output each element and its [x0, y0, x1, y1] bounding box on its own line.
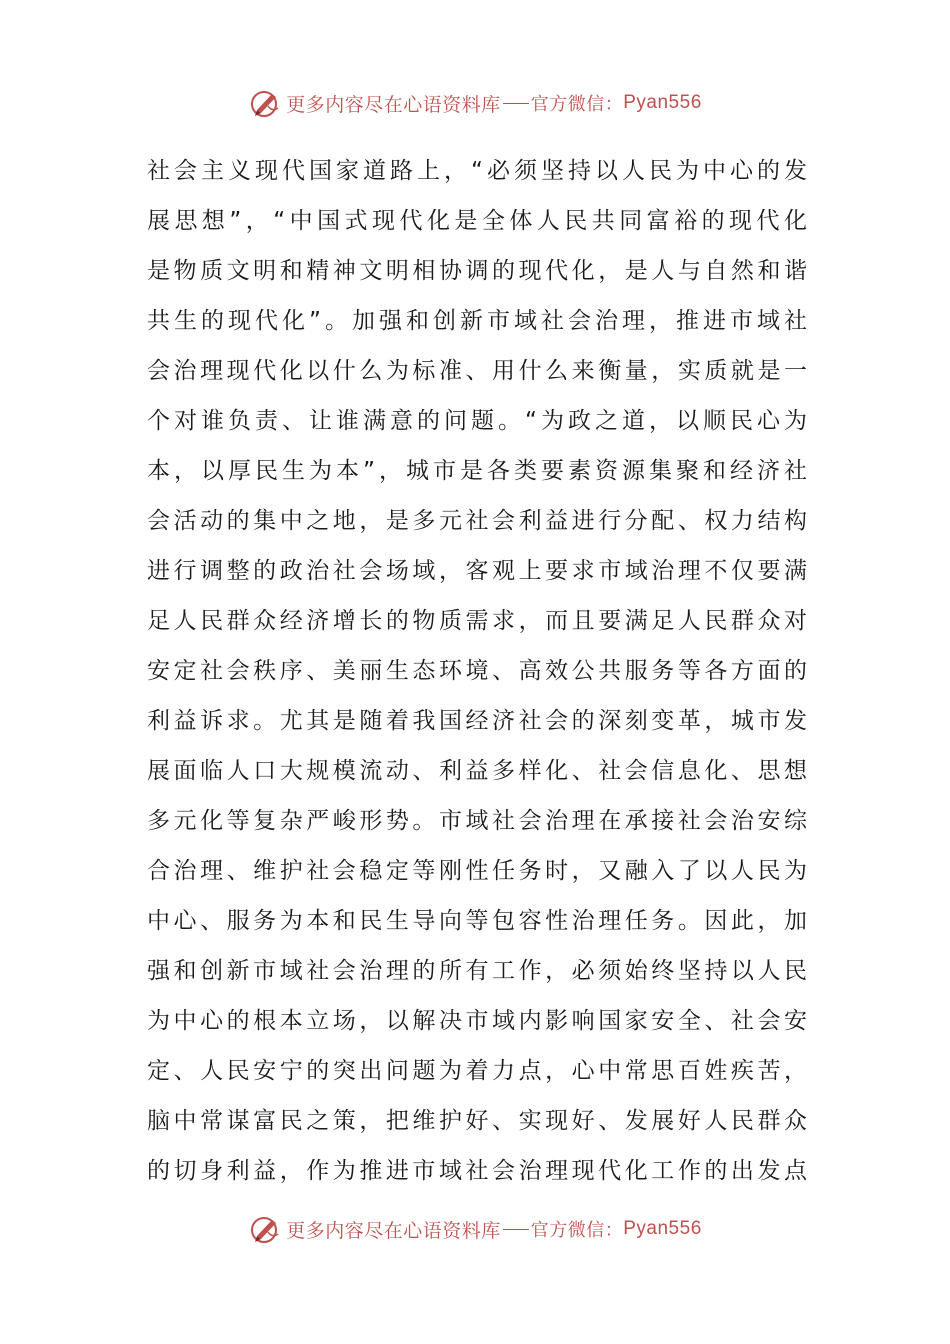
footer-wechat-label: 官方微信： [530, 1220, 624, 1241]
footer-brand-text: 更多内容尽在心语资料库 [286, 1219, 501, 1242]
header-brand-text: 更多内容尽在心语资料库 [286, 93, 501, 116]
body-line: 展思想”，“中国式现代化是全体人民共同富裕的现代化 [147, 208, 807, 234]
pen-logo-icon [248, 86, 282, 120]
footer-dash-divider [503, 1229, 529, 1230]
body-line: 足人民群众经济增长的物质需求，而且要满足人民群众对 [147, 608, 807, 634]
footer-watermark [0, 1209, 950, 1249]
body-line: 的切身利益，作为推进市域社会治理现代化工作的出发点 [147, 1158, 807, 1184]
body-line: 强和创新市域社会治理的所有工作，必须始终坚持以人民 [147, 958, 807, 984]
pen-logo-icon [248, 1212, 282, 1246]
document-body [147, 146, 807, 1196]
body-line: 合治理、维护社会稳定等刚性任务时，又融入了以人民为 [147, 858, 807, 884]
body-line: 展面临人口大规模流动、利益多样化、社会信息化、思想 [147, 758, 807, 784]
body-line: 社会主义现代国家道路上，“必须坚持以人民为中心的发 [147, 158, 807, 184]
header-wechat-label: 官方微信： [530, 94, 624, 115]
body-line: 安定社会秩序、美丽生态环境、高效公共服务等各方面的 [147, 658, 807, 684]
body-line: 脑中常谋富民之策，把维护好、实现好、发展好人民群众 [147, 1108, 807, 1134]
body-line: 会治理现代化以什么为标准、用什么来衡量，实质就是一 [147, 358, 807, 384]
body-line: 定、人民安宁的突出问题为着力点，心中常思百姓疾苦， [147, 1058, 807, 1084]
header-wechat-id: Pyan556 [623, 92, 702, 113]
body-line: 中心、服务为本和民生导向等包容性治理任务。因此，加 [147, 908, 807, 934]
body-line: 多元化等复杂严峻形势。市域社会治理在承接社会治安综 [147, 808, 807, 834]
header-watermark [0, 83, 950, 123]
body-line: 本，以厚民生为本”，城市是各类要素资源集聚和经济社 [147, 458, 807, 484]
body-line: 个对谁负责、让谁满意的问题。“为政之道，以顺民心为 [147, 408, 807, 434]
body-line: 进行调整的政治社会场域，客观上要求市域治理不仅要满 [147, 558, 807, 584]
footer-wechat-id: Pyan556 [623, 1218, 702, 1239]
header-dash-divider [503, 103, 529, 104]
body-line: 是物质文明和精神文明相协调的现代化，是人与自然和谐 [147, 258, 807, 284]
body-line: 会活动的集中之地，是多元社会利益进行分配、权力结构 [147, 508, 807, 534]
body-line: 利益诉求。尤其是随着我国经济社会的深刻变革，城市发 [147, 708, 807, 734]
body-line: 共生的现代化”。加强和创新市域社会治理，推进市域社 [147, 308, 807, 334]
body-line: 为中心的根本立场，以解决市域内影响国家安全、社会安 [147, 1008, 807, 1034]
